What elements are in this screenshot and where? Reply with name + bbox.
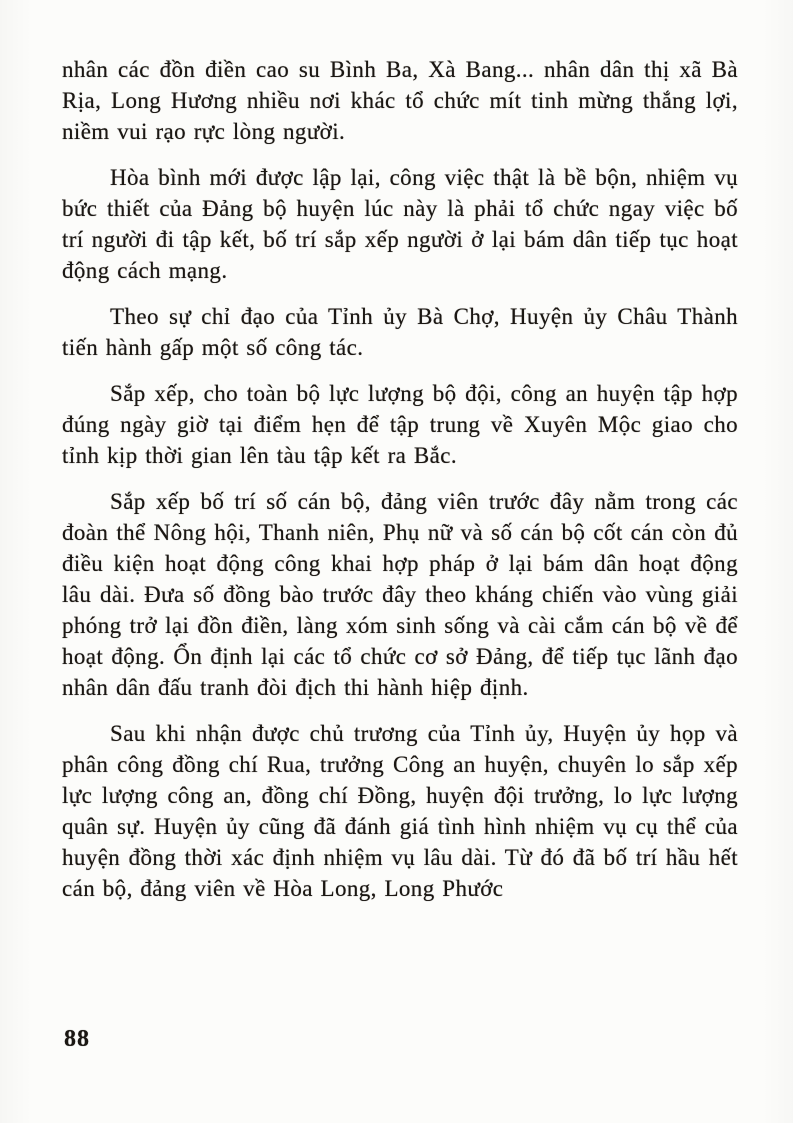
paragraph: Hòa bình mới được lập lại, công việc thật là bề bộn, nhiệm vụ bức thiết của Đảng bộ huyện lúc này là phải tổ chức ngay việc bố trí người đi tập kết, bố trí sắp xếp người ở lại bám dân tiếp tục hoạt động cách mạng.	[62, 165, 738, 283]
paragraph: nhân các đồn điền cao su Bình Ba, Xà Bang... nhân dân thị xã Bà Rịa, Long Hương nhiều nơi khác tổ chức mít tinh mừng thắng lợi, niềm vui rạo rực lòng người.	[62, 57, 738, 144]
paragraph: Sắp xếp bố trí số cán bộ, đảng viên trước đây nằm trong các đoàn thể Nông hội, Thanh niên, Phụ nữ và số cán bộ cốt cán còn đủ điều kiện hoạt động công khai hợp pháp ở lại bám dân hoạt động lâu dài. Đưa số đồng bào trước đây theo kháng chiến vào vùng giải phóng trở lại đồn điền, làng xóm sinh sống và cài cắm cán bộ về để hoạt động. Ổn định lại các tổ chức cơ sở Đảng, để tiếp tục lãnh đạo nhân dân đấu tranh đòi địch thi hành hiệp định.	[62, 489, 738, 700]
paragraph: Sau khi nhận được chủ trương của Tỉnh ủy, Huyện ủy họp và phân công đồng chí Rua, trưởng Công an huyện, chuyên lo sắp xếp lực lượng công an, đồng chí Đồng, huyện đội trưởng, lo lực lượng quân sự. Huyện ủy cũng đã đánh giá tình hình nhiệm vụ cụ thể của huyện đồng thời xác định nhiệm vụ lâu dài. Từ đó đã bố trí hầu hết cán bộ, đảng viên về Hòa Long, Long Phước	[62, 721, 738, 901]
text-block	[62, 54, 738, 919]
paragraph: Theo sự chỉ đạo của Tỉnh ủy Bà Chợ, Huyện ủy Châu Thành tiến hành gấp một số công tác.	[62, 304, 738, 360]
paragraph: Sắp xếp, cho toàn bộ lực lượng bộ đội, công an huyện tập hợp đúng ngày giờ tại điểm hẹn để tập trung về Xuyên Mộc giao cho tỉnh kịp thời gian lên tàu tập kết ra Bắc.	[62, 381, 738, 468]
page-number: 88	[64, 1026, 90, 1052]
